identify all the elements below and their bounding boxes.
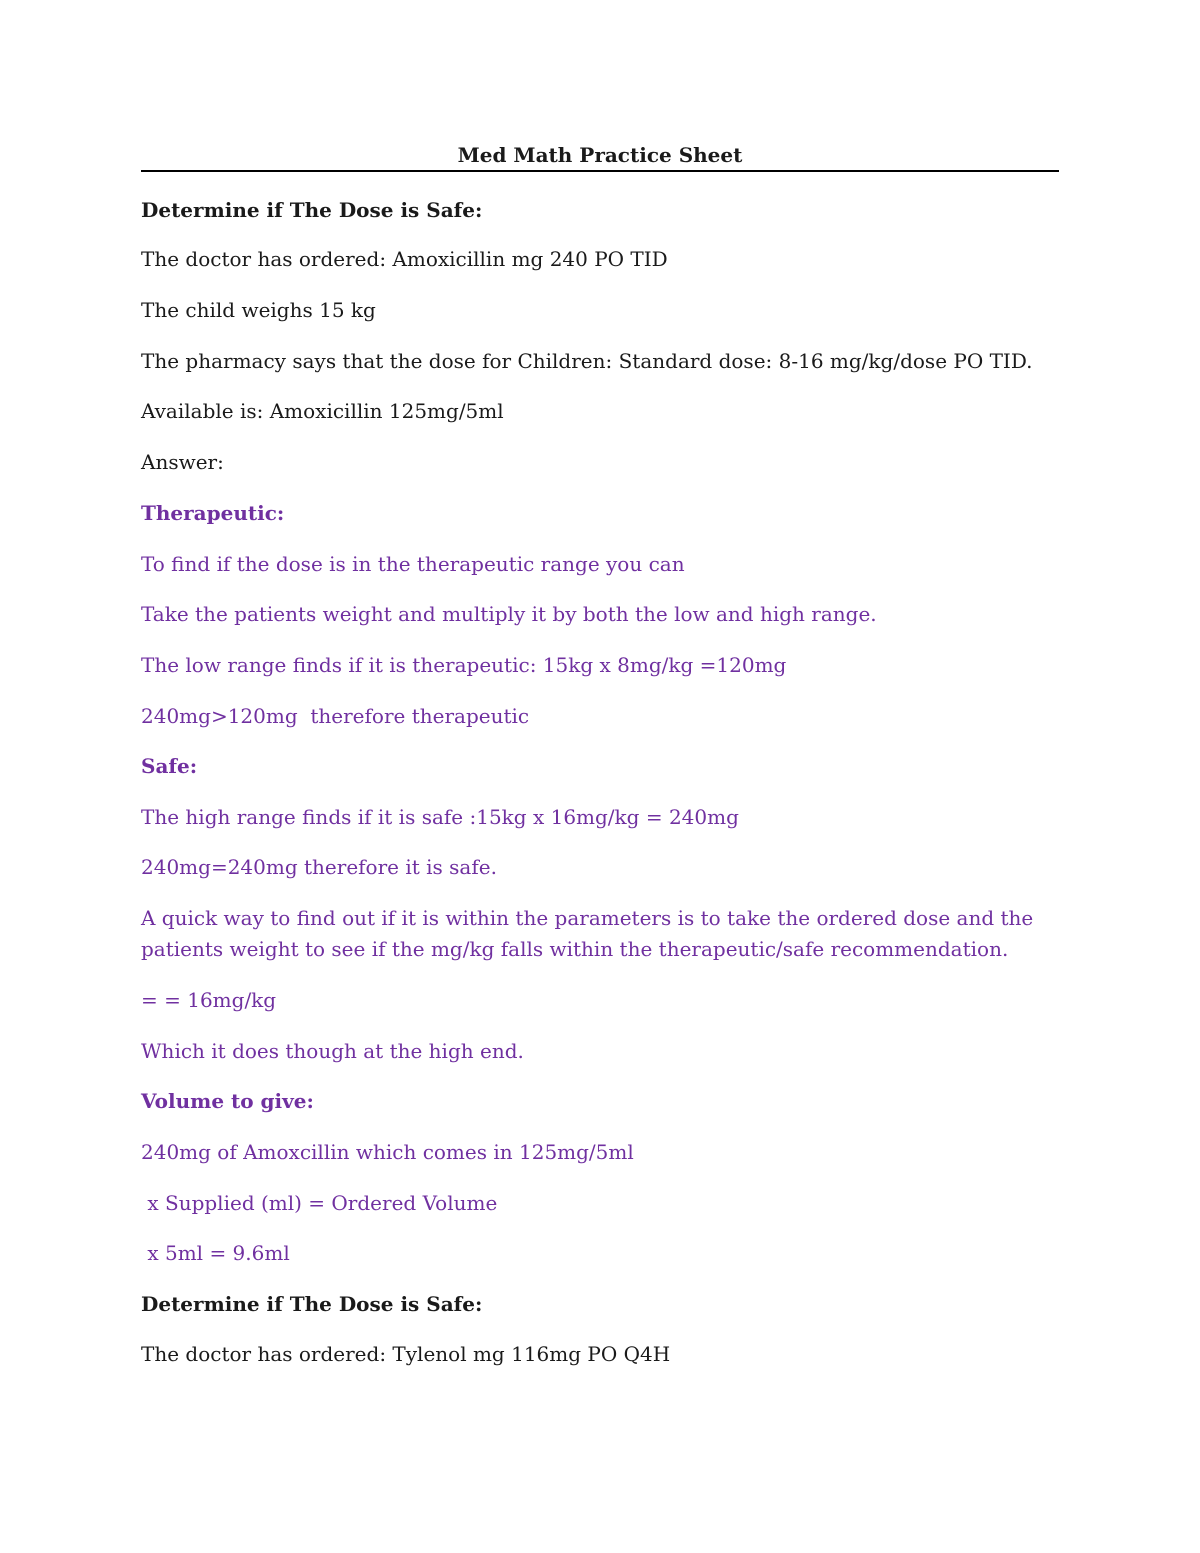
available-line: Available is: Amoxicillin 125mg/5ml [141, 399, 504, 423]
pharmacy-dose-line: The pharmacy says that the dose for Children: Standard dose: 8-16 mg/kg/dose PO TID. [141, 349, 1033, 373]
volume-formula-line: x Supplied (ml) = Ordered Volume [141, 1191, 498, 1215]
section-heading-determine-safe-2: Determine if The Dose is Safe: [141, 1292, 483, 1316]
safe-conclusion: 240mg=240mg therefore it is safe. [141, 855, 497, 879]
high-end-note: Which it does though at the high end. [141, 1039, 524, 1063]
therapeutic-explanation-1: To find if the dose is in the therapeutic range you can [141, 552, 685, 576]
volume-heading: Volume to give: [141, 1089, 314, 1113]
therapeutic-heading: Therapeutic: [141, 501, 285, 525]
low-range-calculation: The low range finds if it is therapeutic: 15kg x 8mg/kg =120mg [141, 653, 787, 677]
document-page [141, 140, 1059, 1366]
mg-per-kg-result: = = 16mg/kg [141, 988, 277, 1012]
volume-given-line: 240mg of Amoxcillin which comes in 125mg/5ml [141, 1140, 634, 1164]
high-range-calculation: The high range finds if it is safe :15kg x 16mg/kg = 240mg [141, 805, 739, 829]
section-heading-determine-safe: Determine if The Dose is Safe: [141, 198, 483, 222]
answer-label: Answer: [141, 450, 224, 474]
therapeutic-explanation-2: Take the patients weight and multiply it by both the low and high range. [141, 602, 877, 626]
child-weight-line: The child weighs 15 kg [141, 298, 376, 322]
document-title: Med Math Practice Sheet [141, 140, 1059, 172]
quick-way-paragraph: A quick way to find out if it is within the parameters is to take the ordered dose and the patients weight to see if the mg/kg falls within the therapeutic/safe recommendation. [141, 906, 1040, 961]
doctor-order-line: The doctor has ordered: Amoxicillin mg 240 PO TID [141, 247, 668, 271]
safe-heading: Safe: [141, 754, 198, 778]
therapeutic-conclusion: 240mg>120mg therefore therapeutic [141, 704, 530, 728]
volume-result-line: x 5ml = 9.6ml [141, 1241, 290, 1265]
doctor-order-line-2: The doctor has ordered: Tylenol mg 116mg PO Q4H [141, 1342, 671, 1366]
